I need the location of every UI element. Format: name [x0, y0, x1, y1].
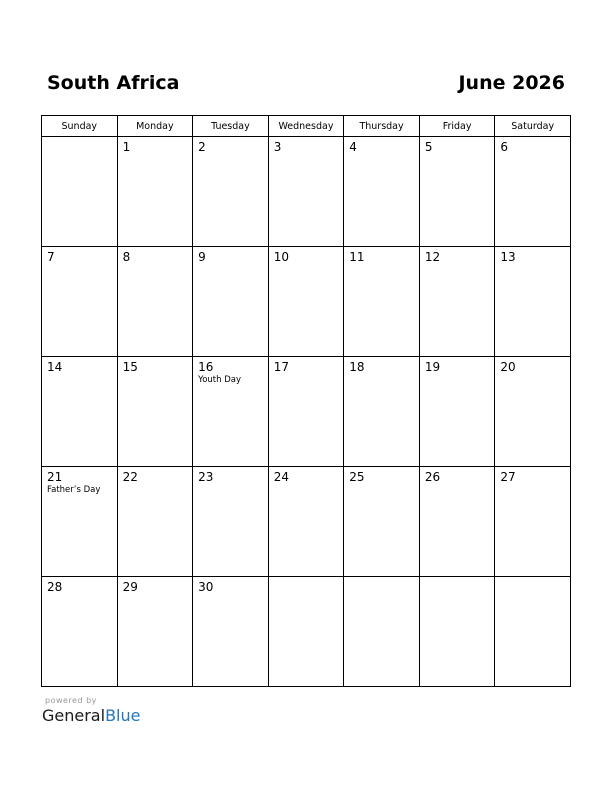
brand-general: General	[42, 706, 106, 725]
day-cell	[117, 357, 193, 467]
day-cell	[193, 467, 269, 577]
week-row	[42, 467, 571, 577]
day-cell	[268, 467, 344, 577]
day-number: 15	[122, 360, 138, 374]
powered-by-text: powered by	[45, 696, 97, 705]
day-number: 28	[47, 580, 63, 594]
brand-blue: Blue	[105, 706, 141, 725]
day-cell	[193, 137, 269, 247]
weekday-header: Sunday	[42, 116, 118, 137]
day-cell	[268, 577, 344, 687]
day-cell	[419, 247, 495, 357]
calendar-month-title: June 2026	[458, 72, 565, 94]
weekday-header: Friday	[419, 116, 495, 137]
day-number: 30	[198, 580, 214, 594]
day-number: 4	[349, 140, 357, 154]
calendar-grid	[41, 115, 571, 687]
day-cell	[344, 577, 420, 687]
day-cell	[268, 357, 344, 467]
day-number: 9	[198, 250, 206, 264]
day-cell	[495, 577, 571, 687]
footer-branding	[42, 696, 140, 725]
day-cell	[268, 247, 344, 357]
week-row	[42, 357, 571, 467]
day-cell	[268, 137, 344, 247]
day-number: 19	[424, 360, 441, 374]
day-cell	[193, 577, 269, 687]
weekday-header: Monday	[117, 116, 193, 137]
week-row	[42, 137, 571, 247]
holiday-label: Youth Day	[198, 375, 241, 385]
day-number: 20	[500, 360, 516, 374]
day-number: 14	[47, 360, 63, 374]
day-number: 8	[122, 250, 131, 264]
holiday-label: Father’s Day	[47, 485, 101, 495]
day-cell	[419, 577, 495, 687]
day-cell	[344, 357, 420, 467]
day-number: 18	[349, 360, 365, 374]
weekday-header: Thursday	[344, 116, 420, 137]
week-row	[42, 247, 571, 357]
day-cell	[419, 137, 495, 247]
day-cell	[419, 467, 495, 577]
day-number: 11	[349, 250, 365, 264]
day-number: 13	[500, 250, 516, 264]
weekday-header: Wednesday	[268, 116, 344, 137]
day-number: 5	[424, 140, 433, 154]
day-number: 24	[273, 470, 289, 484]
day-cell	[344, 137, 420, 247]
day-number: 10	[273, 250, 289, 264]
weekday-header: Tuesday	[193, 116, 269, 137]
day-cell	[42, 467, 118, 577]
day-cell	[42, 577, 118, 687]
day-number: 7	[47, 250, 55, 264]
day-cell	[419, 357, 495, 467]
day-cell	[117, 247, 193, 357]
day-number: 12	[424, 250, 441, 264]
day-cell	[42, 137, 118, 247]
day-number: 17	[273, 360, 289, 374]
day-number: 21	[47, 470, 63, 484]
calendar-country-title: South Africa	[47, 72, 180, 94]
day-number: 25	[349, 470, 365, 484]
day-number: 27	[500, 470, 516, 484]
weekday-header: Saturday	[495, 116, 571, 137]
day-number: 1	[122, 140, 131, 154]
day-number: 23	[198, 470, 214, 484]
brand-logo	[42, 706, 140, 725]
day-cell	[495, 247, 571, 357]
day-cell	[344, 247, 420, 357]
day-cell	[495, 137, 571, 247]
day-cell	[117, 467, 193, 577]
day-cell	[42, 247, 118, 357]
day-cell	[495, 357, 571, 467]
day-cell	[42, 357, 118, 467]
day-number: 6	[500, 140, 509, 154]
weekday-header-row	[42, 116, 571, 137]
week-row	[42, 577, 571, 687]
day-number: 3	[273, 140, 282, 154]
day-cell	[495, 467, 571, 577]
day-number: 16	[198, 360, 214, 374]
day-cell	[117, 577, 193, 687]
day-number: 26	[424, 470, 441, 484]
day-cell	[193, 357, 269, 467]
day-number: 2	[198, 140, 206, 154]
day-cell	[193, 247, 269, 357]
day-number: 22	[122, 470, 138, 484]
day-cell	[344, 467, 420, 577]
day-cell	[117, 137, 193, 247]
day-number: 29	[122, 580, 138, 594]
